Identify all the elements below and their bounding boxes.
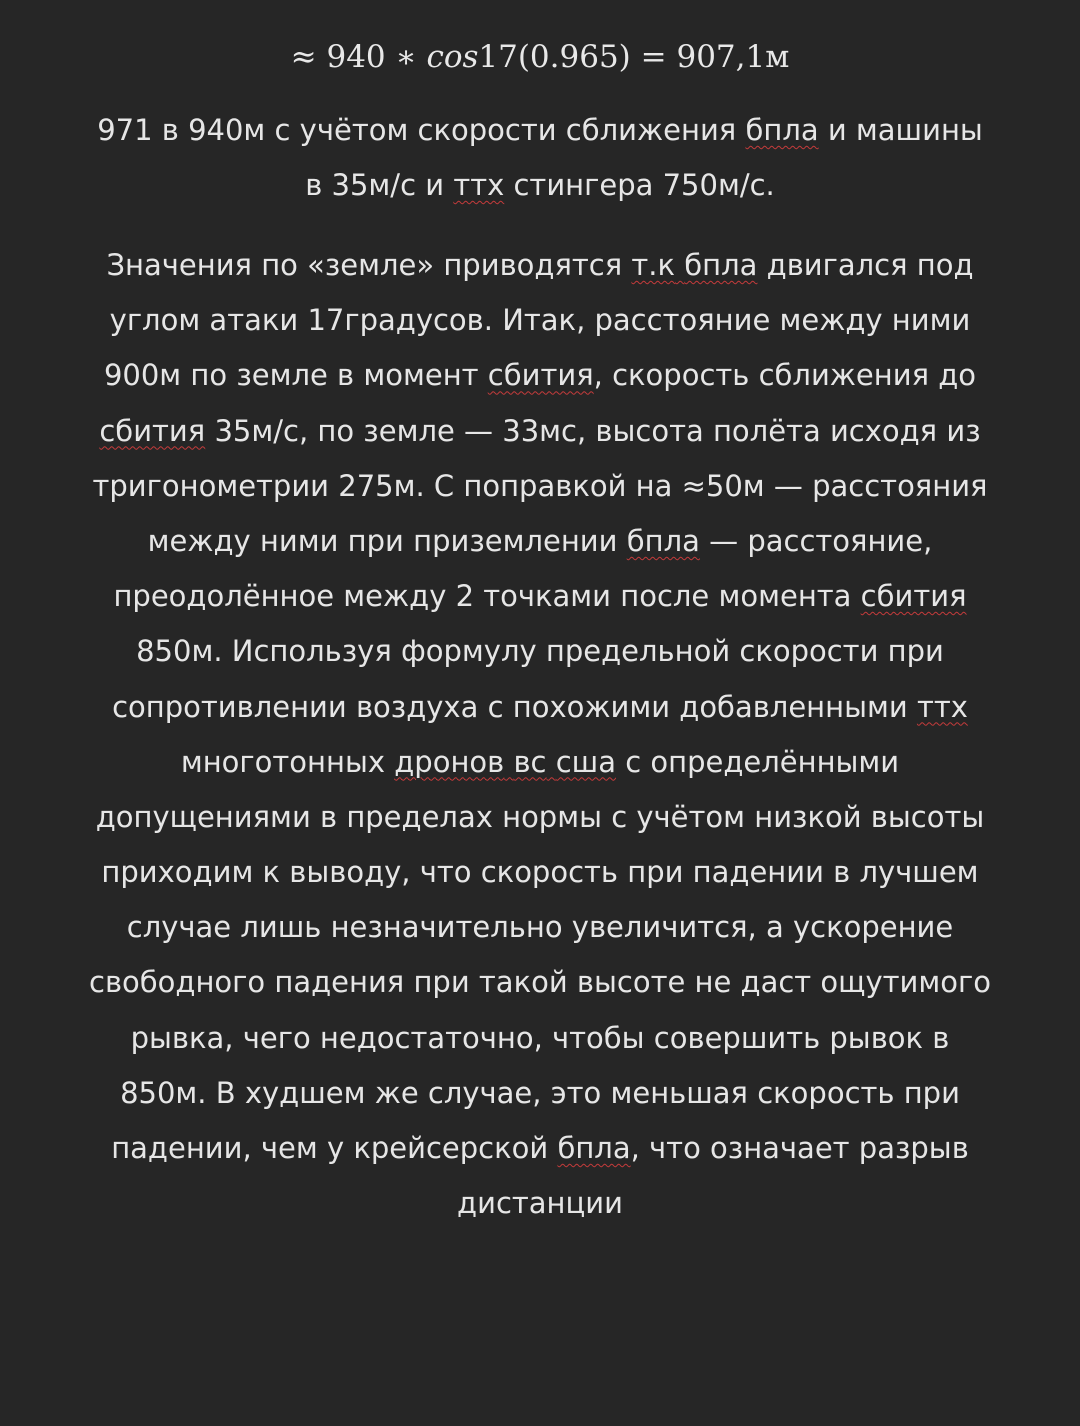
text-segment: двигался под bbox=[757, 248, 974, 282]
spellcheck-word[interactable]: ттх bbox=[453, 168, 505, 203]
text-segment: — расстояние, bbox=[699, 523, 933, 558]
text-segment: 971 в 940м с учётом скорости сближения bbox=[97, 113, 746, 147]
text-line bbox=[0, 680, 1080, 735]
text-segment: стингера 750м/с. bbox=[504, 168, 775, 203]
spellcheck-word[interactable]: бпла bbox=[745, 113, 819, 147]
text-line bbox=[0, 348, 1080, 403]
text-segment: сопротивлении воздуха с похожими добавленными bbox=[112, 689, 917, 724]
text-line bbox=[0, 238, 1080, 293]
text-segment: с определёнными bbox=[616, 744, 900, 779]
text-line: тригонометрии 275м. С поправкой на ≈50м — расстояния bbox=[92, 468, 988, 503]
spellcheck-space bbox=[547, 745, 556, 779]
text-line bbox=[0, 1121, 1080, 1176]
text-segment: падении, чем у крейсерской bbox=[111, 1131, 558, 1165]
text-segment: в 35м/с и bbox=[305, 168, 454, 203]
formula-line bbox=[0, 28, 1080, 86]
text-line bbox=[0, 158, 1080, 213]
text-segment: преодолённое между 2 точками после момента bbox=[113, 579, 861, 614]
text-line bbox=[0, 404, 1080, 459]
text-segment: и машины bbox=[818, 113, 983, 147]
paragraph-2 bbox=[0, 238, 1080, 1231]
text-line: случае лишь незначительно увеличится, а ускорение bbox=[126, 910, 954, 945]
spellcheck-word[interactable]: т.к bbox=[631, 248, 676, 282]
spellcheck-word[interactable]: сбития bbox=[99, 413, 206, 448]
spellcheck-word[interactable]: вс bbox=[513, 744, 547, 779]
formula-number-940: 940 bbox=[326, 39, 386, 75]
formula-result: 907,1м bbox=[676, 39, 790, 75]
text-line: свободного падения при такой высоте не даст ощутимого bbox=[89, 965, 991, 1000]
spellcheck-word[interactable]: дронов bbox=[394, 744, 505, 779]
text-line: 850м. Используя формулу предельной скорости при bbox=[136, 634, 944, 669]
spellcheck-space bbox=[675, 248, 684, 282]
text-segment: 35м/с, по земле — 33мс, высота полёта исходя из bbox=[205, 413, 981, 448]
text-line: дистанции bbox=[457, 1186, 623, 1221]
text-line: допущениями в пределах нормы с учётом низкой высоты bbox=[95, 799, 985, 834]
text-line bbox=[0, 735, 1080, 790]
text-line: углом атаки 17градусов. Итак, расстояние между ними bbox=[109, 303, 971, 338]
text-segment: многотонных bbox=[180, 744, 395, 779]
text-line bbox=[0, 103, 1080, 158]
text-line: рывка, чего недостаточно, чтобы совершить рывок в bbox=[130, 1020, 950, 1055]
text-segment: , скорость сближения до bbox=[593, 358, 977, 393]
approx-symbol: ≈ bbox=[290, 39, 317, 75]
spellcheck-word[interactable]: ттх bbox=[916, 689, 968, 724]
paragraph-1 bbox=[0, 103, 1080, 213]
cos-argument: 17(0.965) bbox=[478, 39, 631, 75]
spellcheck-word[interactable]: бпла bbox=[684, 248, 758, 282]
spellcheck-word[interactable]: бпла bbox=[626, 523, 700, 558]
cos-function: cos bbox=[426, 39, 479, 75]
equals-sign: = bbox=[640, 39, 667, 75]
text-segment: между ними при приземлении bbox=[147, 523, 627, 558]
text-line bbox=[0, 514, 1080, 569]
text-line: 850м. В худшем же случае, это меньшая скорость при bbox=[120, 1075, 960, 1110]
text-segment: 900м по земле в момент bbox=[103, 358, 488, 393]
text-line: приходим к выводу, что скорость при падении в лучшем bbox=[101, 855, 979, 890]
text-segment: Значения по «земле» приводятся bbox=[106, 248, 632, 282]
spellcheck-word[interactable]: сбития bbox=[487, 358, 594, 393]
spellcheck-word[interactable]: сбития bbox=[860, 579, 967, 614]
multiply-operator: ∗ bbox=[395, 39, 417, 75]
spellcheck-word[interactable]: сша bbox=[555, 744, 616, 779]
text-line bbox=[0, 569, 1080, 624]
spellcheck-word[interactable]: бпла bbox=[557, 1131, 631, 1165]
text-segment: , что означает разрыв bbox=[630, 1131, 969, 1165]
